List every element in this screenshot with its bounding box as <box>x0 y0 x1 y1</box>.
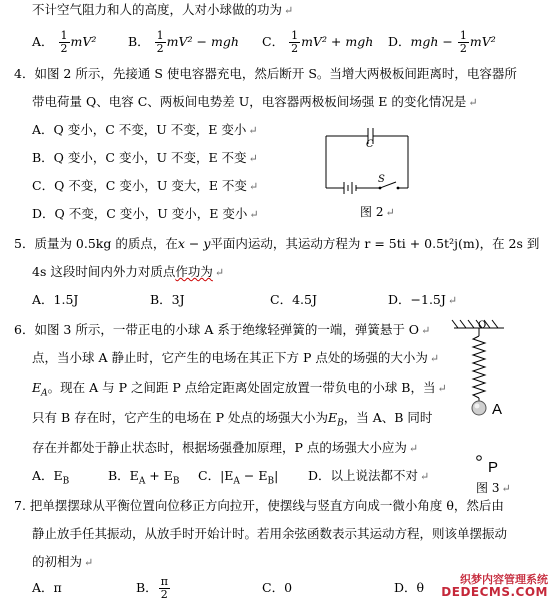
q7-option-d: D．θ <box>394 580 425 595</box>
watermark-logo: 织梦内容管理系统 DEDECMS.COM <box>441 573 548 599</box>
q4-option-a: A．Q 变小，C 不变，U 不变，E 变小 ↵ <box>32 122 258 137</box>
fraction: $\frac{1}{2}$ <box>291 29 299 55</box>
figure-3-a-label: A <box>492 401 503 418</box>
q6-option-d: D．以上说法都不对 ↵ <box>308 468 430 483</box>
q5-stem-line-1: 5．质量为 0.5kg 的质点，在x − y平面内运动，其运动方程为 r = 5ti + 0.5t²j(m)，在 2s 到 <box>14 236 540 251</box>
q6-stem-line-1: 6．如图 3 所示，一带正电的小球 A 系于绝缘轻弹簧的一端，弹簧悬于 O ↵ <box>14 322 431 337</box>
q7-option-c: C．0 <box>262 580 293 595</box>
q5-option-c: C．4.5J <box>270 292 317 307</box>
figure-3-p-label: P <box>488 459 499 476</box>
fraction: $\frac{1}{2}$ <box>459 29 467 55</box>
q7-stem-line-3: 的初相为 ↵ <box>32 554 94 569</box>
q5-option-b: B．3J <box>150 292 185 307</box>
q3-option-a: A． $\frac{1}{2}$ mV² <box>32 29 97 55</box>
fraction: $\frac{1}{2}$ <box>156 29 164 55</box>
q4-stem-line-2: 带电荷量 Q、电容 C、两板间电势差 U，电容器两极板间场强 E 的变化情况是 ↵ <box>32 94 478 109</box>
figure-2-caption: 图 2 ↵ <box>360 205 395 219</box>
figure-3-caption: 图 3 ↵ <box>476 481 511 495</box>
q5-option-d: D．−1.5J ↵ <box>388 292 458 307</box>
q6-stem-line-4: 只有 B 存在时，它产生的电场在 P 处点的场强大小为$E_B$，当 A、B 同时 <box>32 410 433 429</box>
figure-3-o-label: O <box>478 320 487 331</box>
fraction: $\frac{\pi}{2}$ <box>160 575 168 601</box>
q4-option-c: C．Q 不变，C 变小，U 变大，E 不变 ↵ <box>32 178 259 193</box>
q7-stem-line-2: 静止放手任其振动，从放手时开始计时。若用余弦函数表示其运动方程，则该单摆振动 <box>32 526 508 541</box>
q3-option-d: D．mgh − $\frac{1}{2}$ mV² <box>388 29 496 55</box>
q4-option-b: B．Q 变小，C 变小，U 不变，E 不变 ↵ <box>32 150 258 165</box>
q3-option-b: B． $\frac{1}{2}$ mV² − mgh <box>128 29 239 55</box>
q6-stem-line-3: $E_A$。现在 A 与 P 之间距 P 点给定距离处固定放置一带负电的小球 B，当 ↵ <box>32 380 447 399</box>
fraction: $\frac{1}{2}$ <box>60 29 68 55</box>
q7-stem-line-1: 7. 把单摆摆球从平衡位置向位移正方向拉开，使摆线与竖直方向成一微小角度 θ，然后由 <box>14 498 504 513</box>
q6-option-c: C．$|E_A - E_B|$ <box>198 468 279 487</box>
q4-stem-line-1: 4．如图 2 所示，先接通 S 使电容器充电，然后断开 S。当增大两极板间距离时，电容器所 <box>14 66 517 81</box>
q3-option-c: C． $\frac{1}{2}$ mV² + mgh <box>262 29 374 55</box>
q4-option-d: D．Q 不变，C 变小，U 变小，E 变小 ↵ <box>32 206 259 221</box>
q6-option-b: B．$E_A + E_B$ <box>108 468 180 487</box>
q7-option-a: A．π <box>32 580 62 595</box>
q6-stem-line-2: 点，当小球 A 静止时，它产生的电场在其正下方 P 点处的场强的大小为 ↵ <box>32 350 440 365</box>
q6-stem-line-5: 存在并都处于静止状态时，根据场强叠加原理，P 点的场强大小应为 ↵ <box>32 440 419 455</box>
q7-option-b: B． $\frac{\pi}{2}$ <box>136 575 168 601</box>
figure-2-s-label: S <box>378 174 385 185</box>
q6-option-a: A．$E_B$ <box>32 468 70 487</box>
q5-option-a: A．1.5J <box>32 292 79 307</box>
q3-stem-line: 不计空气阻力和人的高度，人对小球做的功为 ↵ <box>32 2 294 17</box>
figure-2-c-label: C <box>366 139 374 150</box>
q5-stem-line-2: 4s 这段时间内外力对质点作功为 ↵ <box>32 264 225 279</box>
